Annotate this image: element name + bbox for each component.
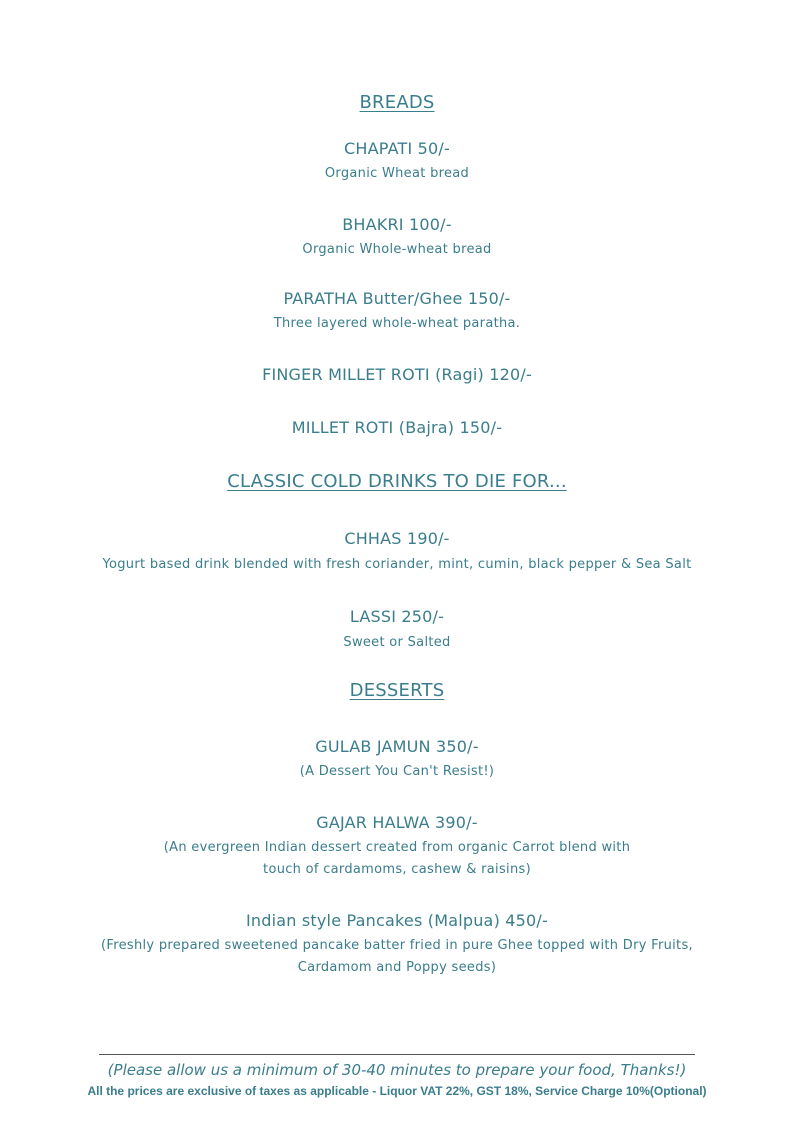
gajar-halwa-description-line2: touch of cardamoms, cashew & raisins): [263, 862, 531, 877]
paratha-title: PARATHA Butter/Ghee 150/-: [283, 289, 511, 308]
malpua-description-line2: Cardamom and Poppy seeds): [297, 960, 497, 975]
chapati-title: CHAPATI 50/-: [344, 139, 450, 158]
gulab-jamun-description: (A Dessert You Can't Resist!): [299, 764, 495, 779]
chhas-description: Yogurt based drink blended with fresh coriander, mint, cumin, black pepper & Sea Salt: [102, 557, 692, 572]
paratha-description: Three layered whole-wheat paratha.: [273, 316, 521, 331]
taxes-note: All the prices are exclusive of taxes as applicable - Liquor VAT 22%, GST 18%, Service Charge 10%(Optional): [87, 1084, 707, 1098]
finger-millet-roti-title: FINGER MILLET ROTI (Ragi) 120/-: [262, 365, 532, 384]
malpua-title: Indian style Pancakes (Malpua) 450/-: [245, 911, 548, 930]
millet-roti-title: MILLET ROTI (Bajra) 150/-: [291, 418, 503, 437]
gajar-halwa-title: GAJAR HALWA 390/-: [316, 813, 478, 832]
chhas-title: CHHAS 190/-: [344, 529, 450, 548]
bhakri-description: Organic Whole-wheat bread: [302, 242, 492, 257]
preparation-time-note: (Please allow us a minimum of 30-40 minutes to prepare your food, Thanks!): [107, 1061, 687, 1079]
gulab-jamun-title: GULAB JAMUN 350/-: [315, 737, 479, 756]
chapati-description: Organic Wheat bread: [324, 166, 470, 181]
bhakri-title: BHAKRI 100/-: [342, 215, 452, 234]
desserts-heading: DESSERTS: [349, 680, 445, 701]
lassi-description: Sweet or Salted: [343, 635, 451, 650]
lassi-title: LASSI 250/-: [349, 607, 445, 626]
footer-divider: [99, 1054, 695, 1055]
drinks-heading: CLASSIC COLD DRINKS TO DIE FOR...: [227, 471, 567, 492]
breads-heading: BREADS: [359, 92, 435, 113]
malpua-description-line1: (Freshly prepared sweetened pancake batter fried in pure Ghee topped with Dry Fruits,: [101, 938, 693, 953]
gajar-halwa-description-line1: (An evergreen Indian dessert created from organic Carrot blend with: [163, 840, 631, 855]
